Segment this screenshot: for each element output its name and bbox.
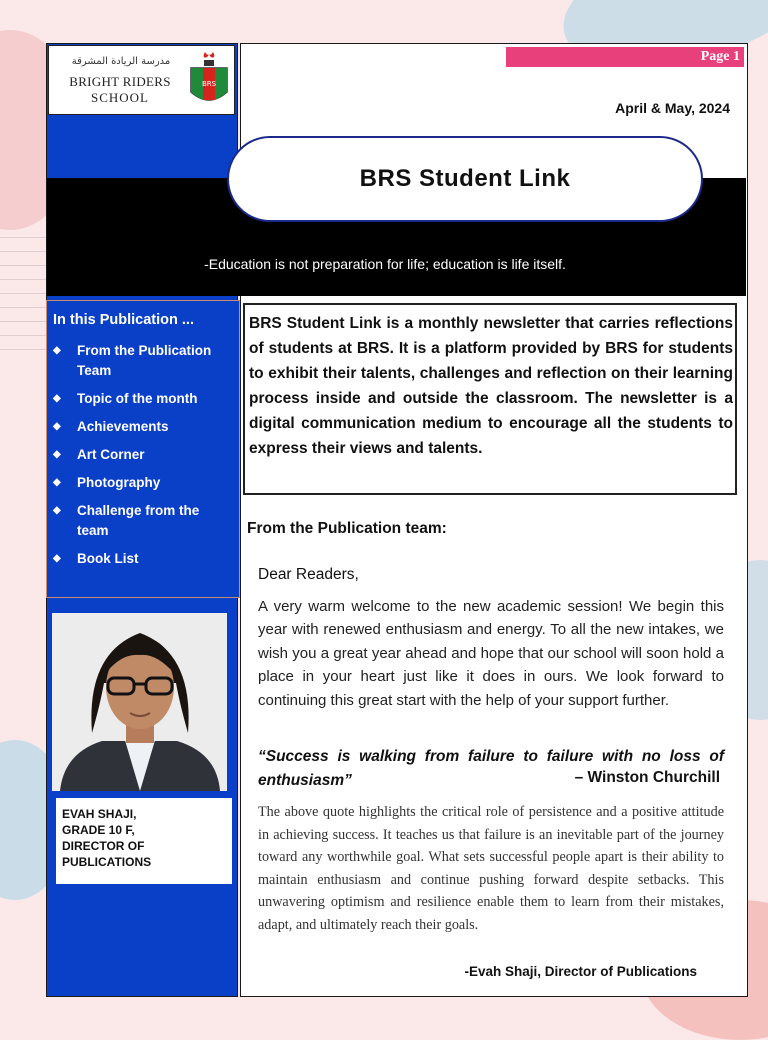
toc-item: ◆ From the Publication Team (53, 343, 212, 378)
toc-title: In this Publication ... (53, 312, 194, 328)
toc-item: ◆ Topic of the month (53, 389, 233, 409)
welcome-paragraph: A very warm welcome to the new academic session! We begin this year with renewed enthusiasm and energy. To all the new intakes, we wish you a great year ahead and hope that our school will soon hold a place in your heart just like it does in ours. We look forward to continuing this great start with the help of your support further. (258, 598, 724, 709)
newsletter-title: BRS Student Link (227, 136, 703, 222)
school-name-line2: SCHOOL (90, 90, 149, 105)
reflection-paragraph: The above quote highlights the critical role of persistence and a positive attitude in achieving success. It teaches us that failure is an inevitable part of the journey toward any worthwhile goal. What sets successful people apart is their ability to maintain enthusiasm and continue pushing forward despite setbacks. This unwavering optimism and resilience enable them to learn from their mistakes, adapt, and ultimately reach their goals. (258, 804, 724, 933)
quote-text: “Success is walking from failure to failure with no loss of enthusiasm” (258, 748, 724, 789)
school-crest-icon (187, 50, 231, 110)
toc-item: ◆ Challenge from the team (53, 503, 200, 538)
bg-grid-lines (0, 230, 48, 350)
diamond-bullet-icon: ◆ (53, 421, 61, 432)
letter-signature: -Evah Shaji, Director of Publications (464, 964, 697, 979)
diamond-bullet-icon: ◆ (53, 505, 61, 516)
intro-text: BRS Student Link is a monthly newsletter that carries reflections of students at BRS. It is a platform provided by BRS for students to exhibit their talents, challenges and reflection on their learning process inside and outside the classroom. The newsletter is a digital communication medium to encourage all the students to express their views and talents. (249, 315, 733, 457)
diamond-bullet-icon: ◆ (53, 393, 61, 404)
school-name-line1: BRIGHT RIDERS (69, 74, 171, 89)
toc-item: ◆ Achievements (53, 417, 233, 437)
student-caption (56, 798, 232, 884)
issue-date: April & May, 2024 (615, 100, 730, 116)
student-role-line1: DIRECTOR OF (62, 839, 145, 853)
letter-greeting: Dear Readers, (258, 566, 359, 583)
intro-box (243, 303, 737, 495)
section-heading: From the Publication team: (247, 520, 447, 537)
diamond-bullet-icon: ◆ (53, 553, 61, 564)
school-logo (48, 45, 235, 115)
student-photo (52, 613, 227, 791)
student-grade: GRADE 10 F, (62, 823, 135, 837)
toc-list (53, 341, 233, 577)
newsletter-motto: -Education is not preparation for life; education is life itself. (204, 256, 566, 272)
student-portrait-icon (52, 613, 227, 791)
diamond-bullet-icon: ◆ (53, 477, 61, 488)
diamond-bullet-icon: ◆ (53, 345, 61, 356)
quote-author: – Winston Churchill (574, 769, 720, 786)
toc-item: ◆ Photography (53, 473, 233, 493)
crest-label: BRS (201, 80, 217, 88)
publication-contents (46, 300, 240, 598)
toc-item: ◆ Book List (53, 549, 233, 569)
page-number-tag: Page 1 (506, 47, 744, 67)
toc-item: ◆ Art Corner (53, 445, 233, 465)
school-arabic-name: مدرسة الريادة المشرقة (71, 56, 171, 67)
diamond-bullet-icon: ◆ (53, 449, 61, 460)
student-role-line2: PUBLICATIONS (62, 855, 152, 869)
student-name: EVAH SHAJI, (62, 807, 137, 821)
